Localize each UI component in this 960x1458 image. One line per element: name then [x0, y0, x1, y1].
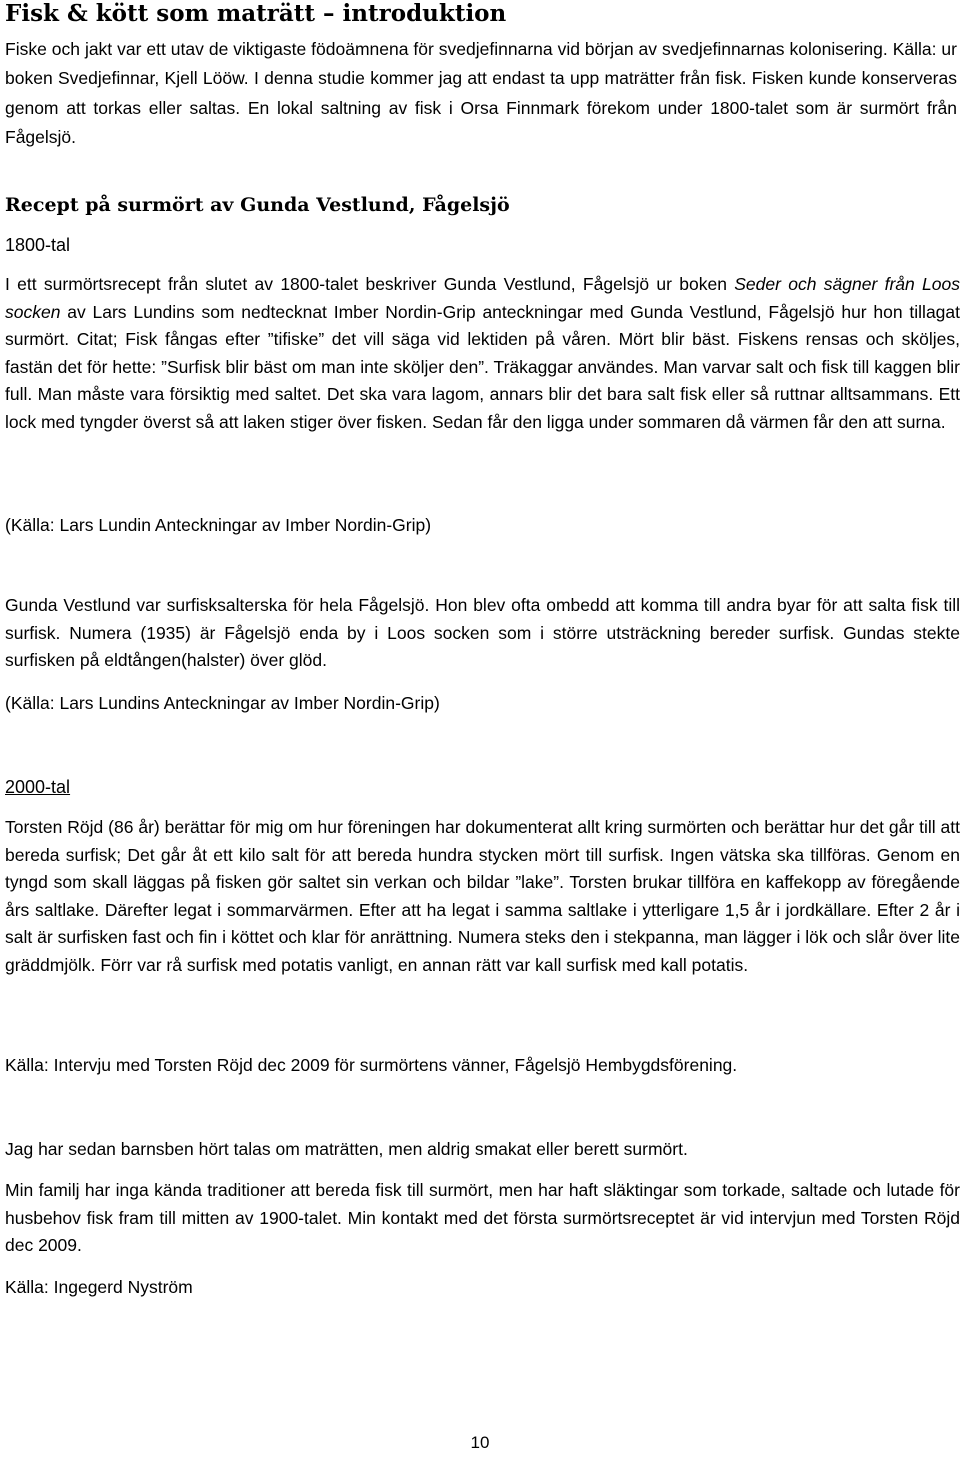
source-note-1: (Källa: Lars Lundin Anteckningar av Imber Nordin-Grip) — [5, 515, 432, 535]
torsten-paragraph: Torsten Röjd (86 år) berättar för mig om hur föreningen har dokumenterat allt kring surmörten och berättar hur det går till att bereda surfisk; Det går åt ett kilo salt för att bereda hundra stycken mört till surfisk. Ingen vätska ska tillföras. Genom en tyngd som skall läggas på fisken gör saltet sin verkan och bildar ”lake”. Torsten brukar tillföra en kaffekopp av föregående års saltlake. Därefter legat i sommarvärmen. Efter att ha legat i samma saltlake i ytterligare 1,5 år i jordkällare. Efter 2 år i salt är surfisken fast och fin i köttet och klar för anrättning. Numera steks den i stekpanna, man lägger i lök och slår över lite gräddmjölk. Förr var rå surfisk med potatis vanligt, en annan rätt var kall surfisk med kall potatis. — [5, 817, 960, 975]
period-1800-heading: 1800-tal — [5, 235, 71, 255]
source-note-4: Källa: Ingegerd Nyström — [5, 1277, 193, 1297]
personal-paragraph-2: Min familj har inga kända traditioner att bereda fisk till surmört, men har haft släktingar som torkade, saltade och lutade för husbehov fisk fram till mitten av 1900-talet. Min kontakt med det första surmörtsreceptet är vid intervjun med Torsten Röjd dec 2009. — [5, 1180, 960, 1256]
recipe-text-start: I ett surmörtsrecept från slutet av 1800-talet beskriver Gunda Vestlund, Fågelsjö ur boken — [5, 274, 735, 294]
intro-paragraph: Fiske och jakt var ett utav de viktigaste födoämnena för svedjefinnarna vid början av svedjefinnarnas kolonisering. Källa: ur boken Svedjefinnar, Kjell Lööw. I denna studie kommer jag att endast ta upp maträtter från fisk. Fisken kunde konserveras genom att torkas eller saltas. En lokal saltning av fisk i Orsa Finnmark förekom under 1800-talet som är surmört från Fågelsjö. — [5, 39, 957, 147]
personal-paragraph-1: Jag har sedan barnsben hört talas om maträtten, men aldrig smakat eller berett surmört. — [5, 1139, 688, 1159]
book-title: Seder och sägner från Loos socken — [5, 274, 960, 322]
source-note-2: (Källa: Lars Lundins Anteckningar av Imber Nordin-Grip) — [5, 693, 440, 713]
period-2000-heading: 2000-tal — [5, 777, 71, 797]
surfisk-paragraph: Gunda Vestlund var surfisksalterska för hela Fågelsjö. Hon blev ofta ombedd att komma till andra byar för att salta fisk till surfisk. Numera (1935) är Fågelsjö enda by i Loos socken som i större utsträckning bereder surfisk. Gundas stekte surfisken på eldtången(halster) över glöd. — [5, 595, 960, 671]
recipe-text-rest: av Lars Lundins som nedtecknat Imber Nordin-Grip anteckningar med Gunda Vestlund, Fågelsjö hur hon tillagat surmört. Citat; Fisk fångas efter ”tifiske” det vill säga vid lektiden på våren. Mört blir bäst. Fiskens rensas och sköljes, fastän det för hette: ”Surfisk blir bäst om man inte sköljer den”. Träkaggar användes. Man varvar salt och fisk till kaggen blir full. Man måste vara försiktig med saltet. Det ska vara lagom, annars blir det bara salt fisk eller så ruttnar alltsammans. Ett lock med tyngder överst så att laken stiger över fisken. Sedan får den ligga under sommaren då värmen får den att surna. — [5, 301, 960, 432]
recipe-heading: Recept på surmört av Gunda Vestlund, Fågelsjö — [5, 194, 510, 216]
recipe-paragraph — [5, 271, 960, 437]
page-number: 10 — [470, 1433, 490, 1452]
page-heading: Fisk & kött som maträtt – introduktion — [5, 0, 507, 27]
source-note-3: Källa: Intervju med Torsten Röjd dec 2009 för surmörtens vänner, Fågelsjö Hembygdsförening. — [5, 1055, 738, 1075]
